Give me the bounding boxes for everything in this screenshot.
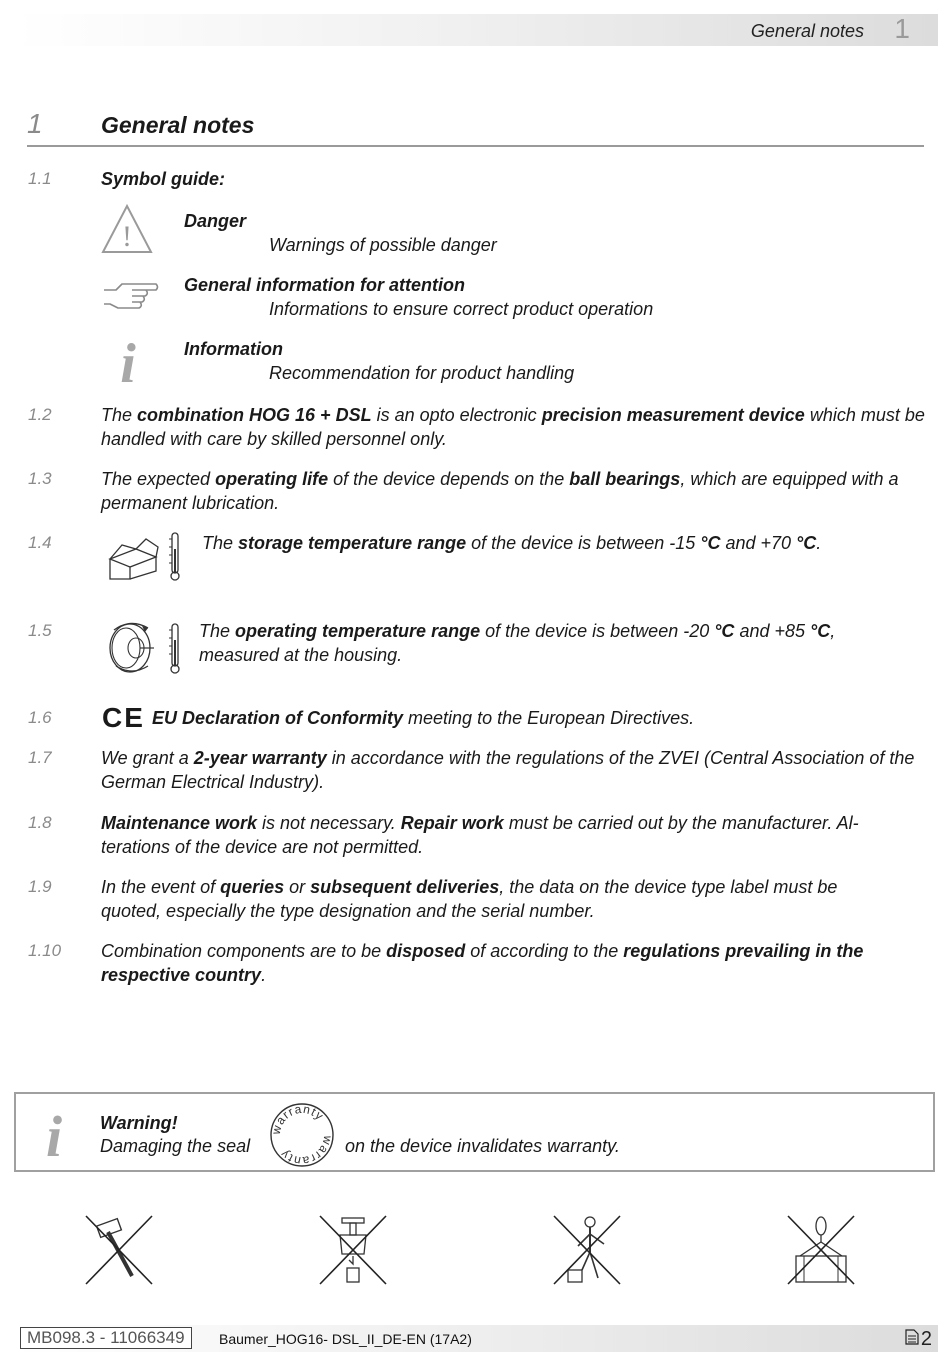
paragraph-1-9: In the event of queries or subsequent deliveries, the data on the device type label must be quoted, especially the type designation and the serial number.: [101, 877, 838, 921]
paragraph-1-4: The storage temperature range of the device is between -15 °C and +70 °C.: [202, 533, 822, 553]
symbol-desc-attention: Informations to ensure correct product operation: [269, 299, 654, 319]
pointing-hand-icon: [102, 280, 160, 317]
section-number: 1.2: [28, 405, 52, 424]
warranty-seal-text: warranty: [268, 1102, 327, 1136]
no-pressure-icon: [318, 1214, 388, 1291]
page-number: [905, 1328, 932, 1351]
symbol-desc-information: Recommendation for product handling: [269, 363, 575, 383]
svg-text:i: i: [120, 333, 136, 388]
section-number: 1.1: [28, 169, 52, 188]
rotating-encoder-thermometer-icon: [102, 616, 184, 681]
no-stepping-icon: [552, 1214, 622, 1291]
section-number: 1.5: [28, 621, 52, 640]
symbol-title-information: Information: [184, 339, 283, 359]
section-number: 1.3: [28, 469, 52, 488]
chapter-number: 1: [27, 108, 43, 139]
header-title: General notes: [750, 21, 864, 41]
warranty-seal-text-2: warranty: [277, 1134, 336, 1168]
svg-text:warranty: [277, 1133, 335, 1168]
info-i-icon: [112, 332, 148, 393]
warning-text-start: Damaging the seal: [100, 1136, 251, 1156]
section-title-symbol-guide: Symbol guide:: [101, 169, 226, 189]
paragraph-1-6: EU Declaration of Conformity meeting to the European Directives.: [152, 708, 695, 728]
storage-box-thermometer-icon: [106, 529, 186, 590]
warning-triangle-icon: [100, 203, 154, 260]
svg-text:i: i: [45, 1104, 63, 1162]
svg-text:warranty: [269, 1102, 327, 1137]
header-chapter-number: 1: [894, 13, 910, 44]
paragraph-1-5: The operating temperature range of the device is between -20 °C and +85 °C, measured at the housing.: [199, 621, 836, 665]
no-lifting-icon: [786, 1214, 856, 1291]
document-filename: Baumer_HOG16- DSL_II_DE-EN (17A2): [219, 1331, 472, 1347]
paragraph-1-2: The combination HOG 16 + DSL is an opto electronic precision measurement device which must be handled with care by skilled personnel only.: [101, 405, 925, 449]
symbol-title-danger: Danger: [184, 211, 247, 231]
paragraph-1-3: The expected operating life of the device depends on the ball bearings, which are equipped with a permanent lubrication.: [101, 469, 899, 513]
section-number: 1.9: [28, 877, 52, 896]
warning-title: Warning!: [100, 1113, 178, 1133]
section-number: 1.7: [28, 748, 52, 767]
chapter-title: General notes: [101, 112, 255, 138]
section-number: 1.10: [28, 941, 62, 960]
paragraph-1-8: Maintenance work is not necessary. Repair work must be carried out by the manufacturer. Al- terations of the device are not permitted.: [101, 813, 859, 857]
paragraph-1-7: We grant a 2-year warranty in accordance with the regulations of the ZVEI (Central Association of the German Electrical Industry).: [101, 748, 915, 792]
page-number-value: 2: [920, 1328, 932, 1350]
warranty-seal-icon: [267, 1102, 337, 1173]
warning-text-end: on the device invalidates warranty.: [345, 1136, 620, 1156]
section-number: 1.4: [28, 533, 52, 552]
no-hammer-icon: [84, 1214, 154, 1291]
section-number: 1.6: [28, 708, 52, 727]
ce-mark-icon: CE: [102, 702, 145, 733]
section-number: 1.8: [28, 813, 52, 832]
paragraph-1-10: Combination components are to be disposed of according to the regulations prevailing in the respective country.: [101, 941, 864, 985]
chapter-rule: [27, 145, 924, 147]
symbol-desc-danger: Warnings of possible danger: [269, 235, 497, 255]
symbol-title-attention: General information for attention: [184, 275, 466, 295]
svg-text:!: !: [122, 220, 132, 253]
document-code: MB098.3 - 11066349: [20, 1327, 192, 1349]
info-i-icon: [38, 1104, 74, 1167]
document-page-icon: [905, 1328, 919, 1351]
